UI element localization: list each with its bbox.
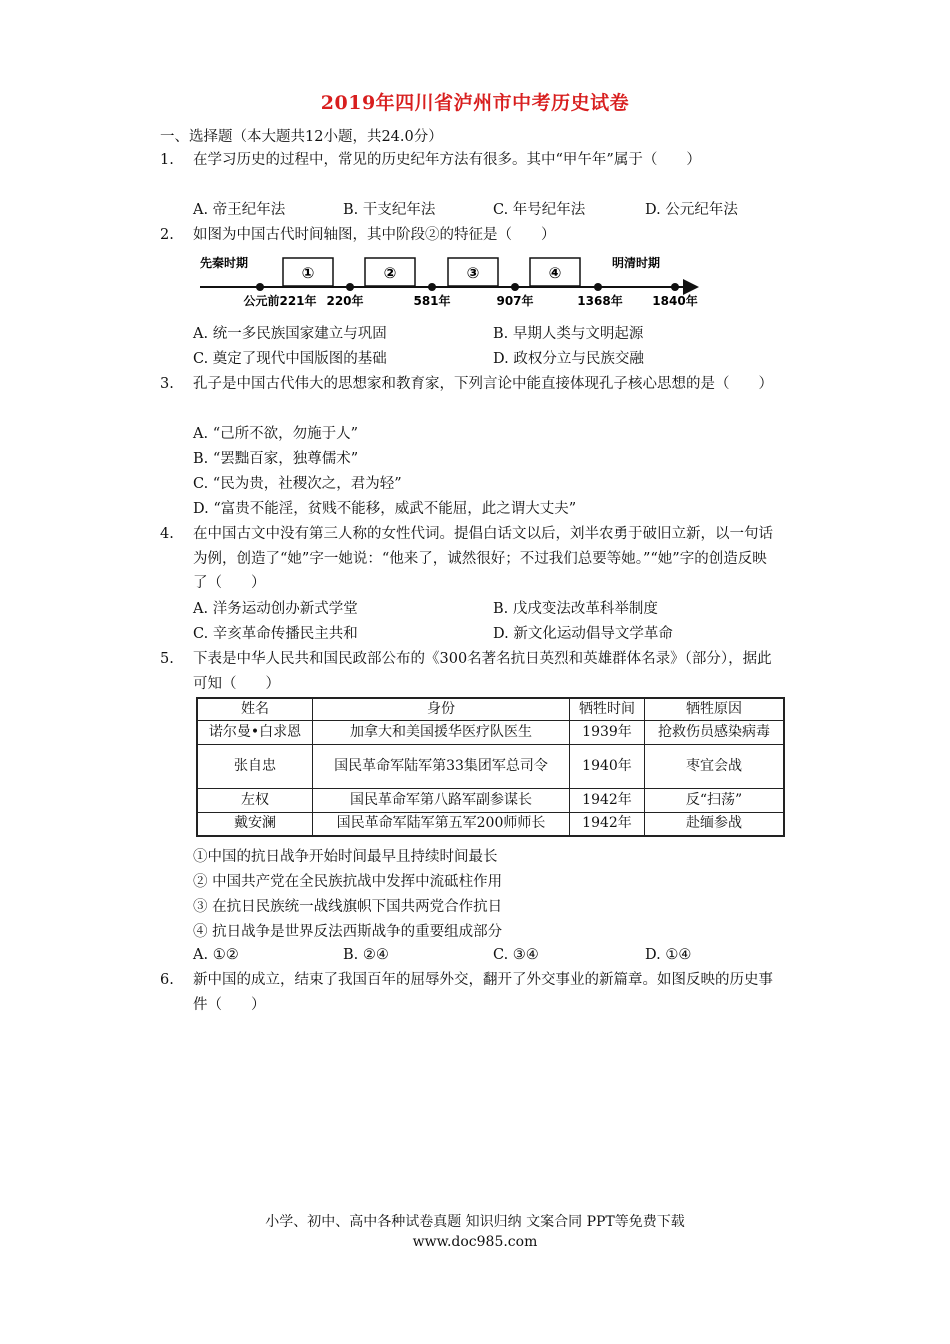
option-b: B. 戊戌变法改革科举制度 bbox=[493, 601, 658, 617]
option-a: A. 帝王纪年法 bbox=[193, 202, 286, 218]
statement-1: ①中国的抗日战争开始时间最早且持续时间最长 bbox=[193, 849, 498, 865]
question-text: 新中国的成立，结束了我国百年的屈辱外交，翻开了外交事业的新篇章。如图反映的历史事件（ ） bbox=[193, 972, 773, 1013]
question-text: 在中国古文中没有第三人称的女性代词。提倡白话文以后，刘半农勇于破旧立新，以一句话为例，创造了“她”字一她说：“他来了，诚然很好；不过我们总要等她。”“她”字的创造反映了（ ） bbox=[193, 526, 773, 591]
option-c: C. 奠定了现代中国版图的基础 bbox=[193, 351, 387, 367]
option-b: B. 早期人类与文明起源 bbox=[493, 326, 644, 342]
question-number: 2. bbox=[160, 227, 174, 243]
option-d: D. 公元纪年法 bbox=[645, 202, 738, 218]
tick-label: 1840年 bbox=[652, 294, 698, 308]
table-row bbox=[197, 812, 784, 836]
exam-title: 2019年四川省泸州市中考历史试卷 bbox=[320, 92, 630, 114]
option-d: D. ①④ bbox=[645, 947, 692, 963]
table-cell: 国民革命军第八路军副参谋长 bbox=[313, 788, 570, 812]
tick-label: 581年 bbox=[413, 294, 451, 308]
statement-2: ② 中国共产党在全民族抗战中发挥中流砥柱作用 bbox=[193, 874, 503, 890]
option-c: C. “民为贵，社稷次之，君为轻” bbox=[193, 476, 402, 492]
table-header-cell: 身份 bbox=[313, 698, 570, 720]
stage-1-label: ① bbox=[301, 264, 315, 282]
option-a: A. ①② bbox=[193, 947, 239, 963]
question-number: 3. bbox=[160, 376, 174, 392]
tick-label: 220年 bbox=[326, 294, 364, 308]
table-cell: 1939年 bbox=[570, 720, 645, 744]
table-header-cell: 姓名 bbox=[197, 698, 313, 720]
question-text: 如图为中国古代时间轴图，其中阶段②的特征是（ ） bbox=[193, 227, 556, 243]
table-header-cell: 牺牲原因 bbox=[645, 698, 785, 720]
question-text: 在学习历史的过程中，常见的历史纪年方法有很多。其中“甲午年”属于（ ） bbox=[193, 152, 701, 168]
option-d: D. 政权分立与民族交融 bbox=[493, 351, 644, 367]
table-cell: 1942年 bbox=[570, 812, 645, 836]
footer-tagline: 小学、初中、高中各种试卷真题 知识归纳 文案合同 PPT等免费下载 bbox=[265, 1214, 685, 1230]
timeline-left-label: 先秦时期 bbox=[200, 256, 249, 270]
question-number: 1. bbox=[160, 152, 174, 168]
statement-4: ④ 抗日战争是世界反法西斯战争的重要组成部分 bbox=[193, 924, 503, 940]
table-cell: 反“扫荡” bbox=[645, 788, 785, 812]
timeline-tick-dot bbox=[671, 283, 679, 291]
stage-4-label: ④ bbox=[548, 264, 562, 282]
heroes-table bbox=[196, 697, 785, 837]
table-cell: 国民革命军陆军第五军200师师长 bbox=[313, 812, 570, 836]
option-c: C. 辛亥革命传播民主共和 bbox=[193, 626, 358, 642]
timeline-right-label: 明清时期 bbox=[612, 256, 661, 270]
statement-3: ③ 在抗日民族统一战线旗帜下国共两党合作抗日 bbox=[193, 899, 503, 915]
stage-2-label: ② bbox=[383, 264, 397, 282]
table-row bbox=[197, 744, 784, 788]
table-cell: 戴安澜 bbox=[197, 812, 313, 836]
timeline-figure bbox=[190, 250, 710, 312]
page-footer bbox=[0, 1212, 950, 1252]
table-cell: 张自忠 bbox=[197, 744, 313, 788]
option-a: A. 统一多民族国家建立与巩固 bbox=[193, 326, 387, 342]
question-number: 6. bbox=[160, 972, 174, 988]
option-d: D. “富贵不能淫，贫贱不能移，威武不能屈，此之谓大丈夫” bbox=[193, 501, 577, 517]
table-cell: 诺尔曼•白求恩 bbox=[197, 720, 313, 744]
table-cell: 枣宜会战 bbox=[645, 744, 785, 788]
option-c: C. ③④ bbox=[493, 947, 539, 963]
option-b: B. ②④ bbox=[343, 947, 389, 963]
table-cell: 赴缅参战 bbox=[645, 812, 785, 836]
table-header-row bbox=[197, 698, 784, 720]
table-header-cell: 牺牲时间 bbox=[570, 698, 645, 720]
option-a: A. “己所不欲，勿施于人” bbox=[193, 426, 359, 442]
timeline-tick-dot bbox=[511, 283, 519, 291]
table-cell: 1940年 bbox=[570, 744, 645, 788]
question-number: 4. bbox=[160, 526, 174, 542]
option-a: A. 洋务运动创办新式学堂 bbox=[193, 601, 358, 617]
table-cell: 加拿大和美国援华医疗队医生 bbox=[313, 720, 570, 744]
table-cell: 国民革命军陆军第33集团军总司令 bbox=[313, 744, 570, 788]
table-row bbox=[197, 720, 784, 744]
option-b: B. “罢黜百家，独尊儒术” bbox=[193, 451, 359, 467]
timeline-tick-dot bbox=[594, 283, 602, 291]
tick-label: 公元前221年 bbox=[243, 294, 317, 308]
question-text: 下表是中华人民共和国民政部公布的《300名著名抗日英烈和英雄群体名录》（部分），据此可知（ ） bbox=[193, 651, 772, 692]
stage-3-label: ③ bbox=[466, 264, 480, 282]
tick-label: 1368年 bbox=[577, 294, 623, 308]
option-c: C. 年号纪年法 bbox=[493, 202, 586, 218]
option-d: D. 新文化运动倡导文学革命 bbox=[493, 626, 673, 642]
table-cell: 抢救伤员感染病毒 bbox=[645, 720, 785, 744]
table-row bbox=[197, 788, 784, 812]
table-cell: 1942年 bbox=[570, 788, 645, 812]
question-text: 孔子是中国古代伟大的思想家和教育家，下列言论中能直接体现孔子核心思想的是（ ） bbox=[193, 376, 773, 392]
timeline-tick-dot bbox=[428, 283, 436, 291]
table-cell: 左权 bbox=[197, 788, 313, 812]
option-b: B. 干支纪年法 bbox=[343, 202, 436, 218]
tick-label: 907年 bbox=[496, 294, 534, 308]
timeline-tick-dot bbox=[346, 283, 354, 291]
footer-url[interactable]: www.doc985.com bbox=[412, 1234, 538, 1250]
section-heading: 一、选择题（本大题共12小题，共24.0分） bbox=[160, 129, 443, 145]
timeline-tick-dot bbox=[256, 283, 264, 291]
question-number: 5. bbox=[160, 651, 174, 667]
